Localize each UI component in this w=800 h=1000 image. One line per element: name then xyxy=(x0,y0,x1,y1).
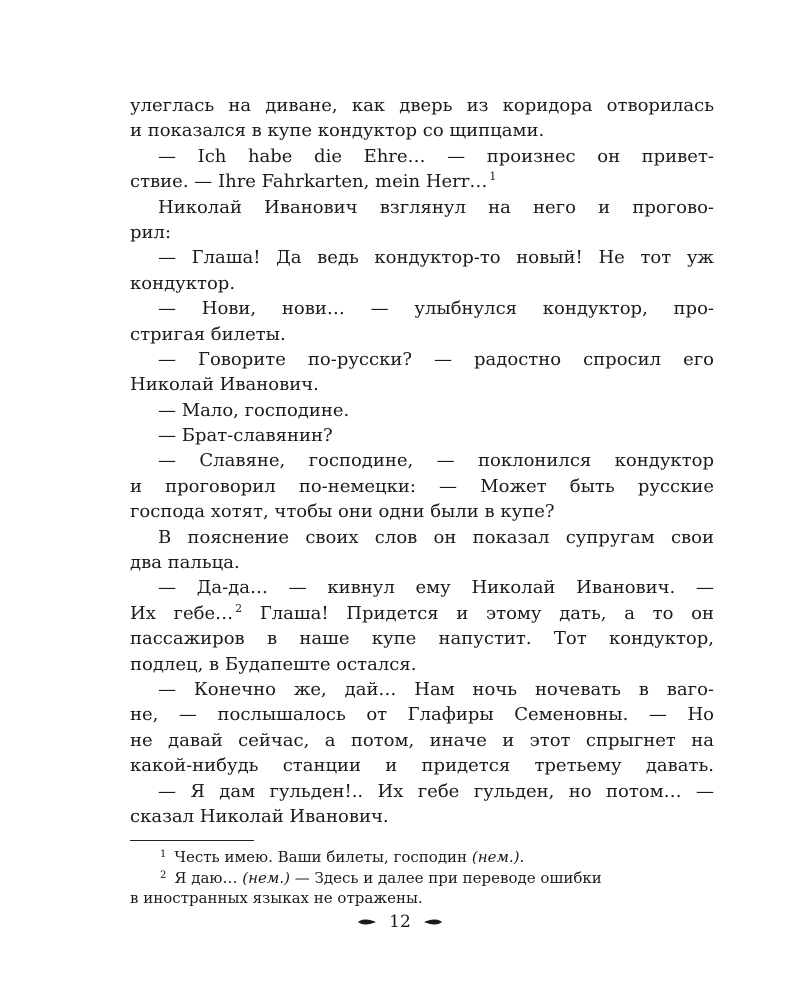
text-line: и проговорил по-немецки: — Может быть русские xyxy=(130,475,714,497)
text-line: Николай Иванович. xyxy=(130,374,319,396)
text-fragment: Глаша! Придется и этому дать, а то он xyxy=(259,602,714,624)
footnote-text: Честь имею. Ваши билеты, господин xyxy=(174,848,468,867)
text-line: — Нови, нови… — улыбнулся кондуктор, про- xyxy=(158,298,714,320)
footnote-text: — Здесь и далее при переводе ошибки xyxy=(294,868,602,887)
text-line: — Да-да… — кивнул ему Николай Иванович. — xyxy=(158,577,714,599)
text-line: — Говорите по-русски? — радостно спросил его xyxy=(158,348,714,370)
footnote-2 xyxy=(130,868,714,889)
text-line: — Ich habe die Ehre… — произнес он привет- xyxy=(158,145,714,167)
footnote-ref-2: 2 xyxy=(235,601,243,615)
text-line: и показался в купе кондуктор со щипцами. xyxy=(130,120,545,142)
text-line: Николай Иванович взглянул на него и прогово- xyxy=(158,196,714,218)
text-line: — Глаша! Да ведь кондуктор-то новый! Не тот уж xyxy=(158,247,714,269)
page-number: 12 xyxy=(389,911,411,932)
text-line: — Мало, господине. xyxy=(158,399,350,421)
footnote-2-continuation: в иностранных языках не отражены. xyxy=(130,889,423,908)
footnote-language-note: (нем.) xyxy=(471,848,520,867)
text-line: — Конечно же, дай… Нам ночь ночевать в ваго- xyxy=(158,678,714,700)
text-line: подлец, в Будапеште остался. xyxy=(130,653,417,675)
text-line: стригая билеты. xyxy=(130,323,286,345)
text-line xyxy=(130,169,714,194)
footnote-divider xyxy=(130,840,254,841)
right-ornament-icon xyxy=(423,917,443,927)
footnote-ref-1: 1 xyxy=(489,170,497,184)
text-line: — Брат-славянин? xyxy=(158,425,333,447)
footnote-1 xyxy=(130,847,714,868)
footnote-end: . xyxy=(519,848,525,867)
text-line: кондуктор. xyxy=(130,272,236,294)
text-fragment: ствие. — Ihre Fahrkarten, mein Herr… xyxy=(130,171,488,193)
text-line: господа хотят, чтобы они одни были в купе? xyxy=(130,501,555,523)
page-text xyxy=(130,93,714,909)
text-line: рил: xyxy=(130,221,172,243)
text-line: какой-нибудь станции и придется третьему давать. xyxy=(130,755,714,777)
page-footer xyxy=(0,911,800,932)
text-line: два пальца. xyxy=(130,552,240,574)
text-line: не, — послышалось от Глафиры Семеновны. — Но xyxy=(130,704,714,726)
text-line: не давай сейчас, а потом, иначе и этот спрыгнет на xyxy=(130,729,714,751)
footnote-number: 1 xyxy=(160,849,167,861)
text-line: сказал Николай Иванович. xyxy=(130,805,389,827)
text-line xyxy=(130,601,714,626)
footnote-text: Я даю… xyxy=(174,868,238,887)
footnote-language-note: (нем.) xyxy=(242,868,290,887)
left-ornament-icon xyxy=(357,917,377,927)
text-line: — Славяне, господине, — поклонился кондуктор xyxy=(158,450,714,472)
text-line: пассажиров в наше купе напустит. Тот кондуктор, xyxy=(130,628,714,650)
text-line: улеглась на диване, как дверь из коридора отворилась xyxy=(130,95,714,116)
text-fragment: Их гебе… xyxy=(130,602,234,624)
text-line: В пояснение своих слов он показал супругам свои xyxy=(158,526,714,548)
footnote-number: 2 xyxy=(160,869,167,881)
text-line: — Я дам гульден!.. Их гебе гульден, но потом… — xyxy=(158,780,714,802)
